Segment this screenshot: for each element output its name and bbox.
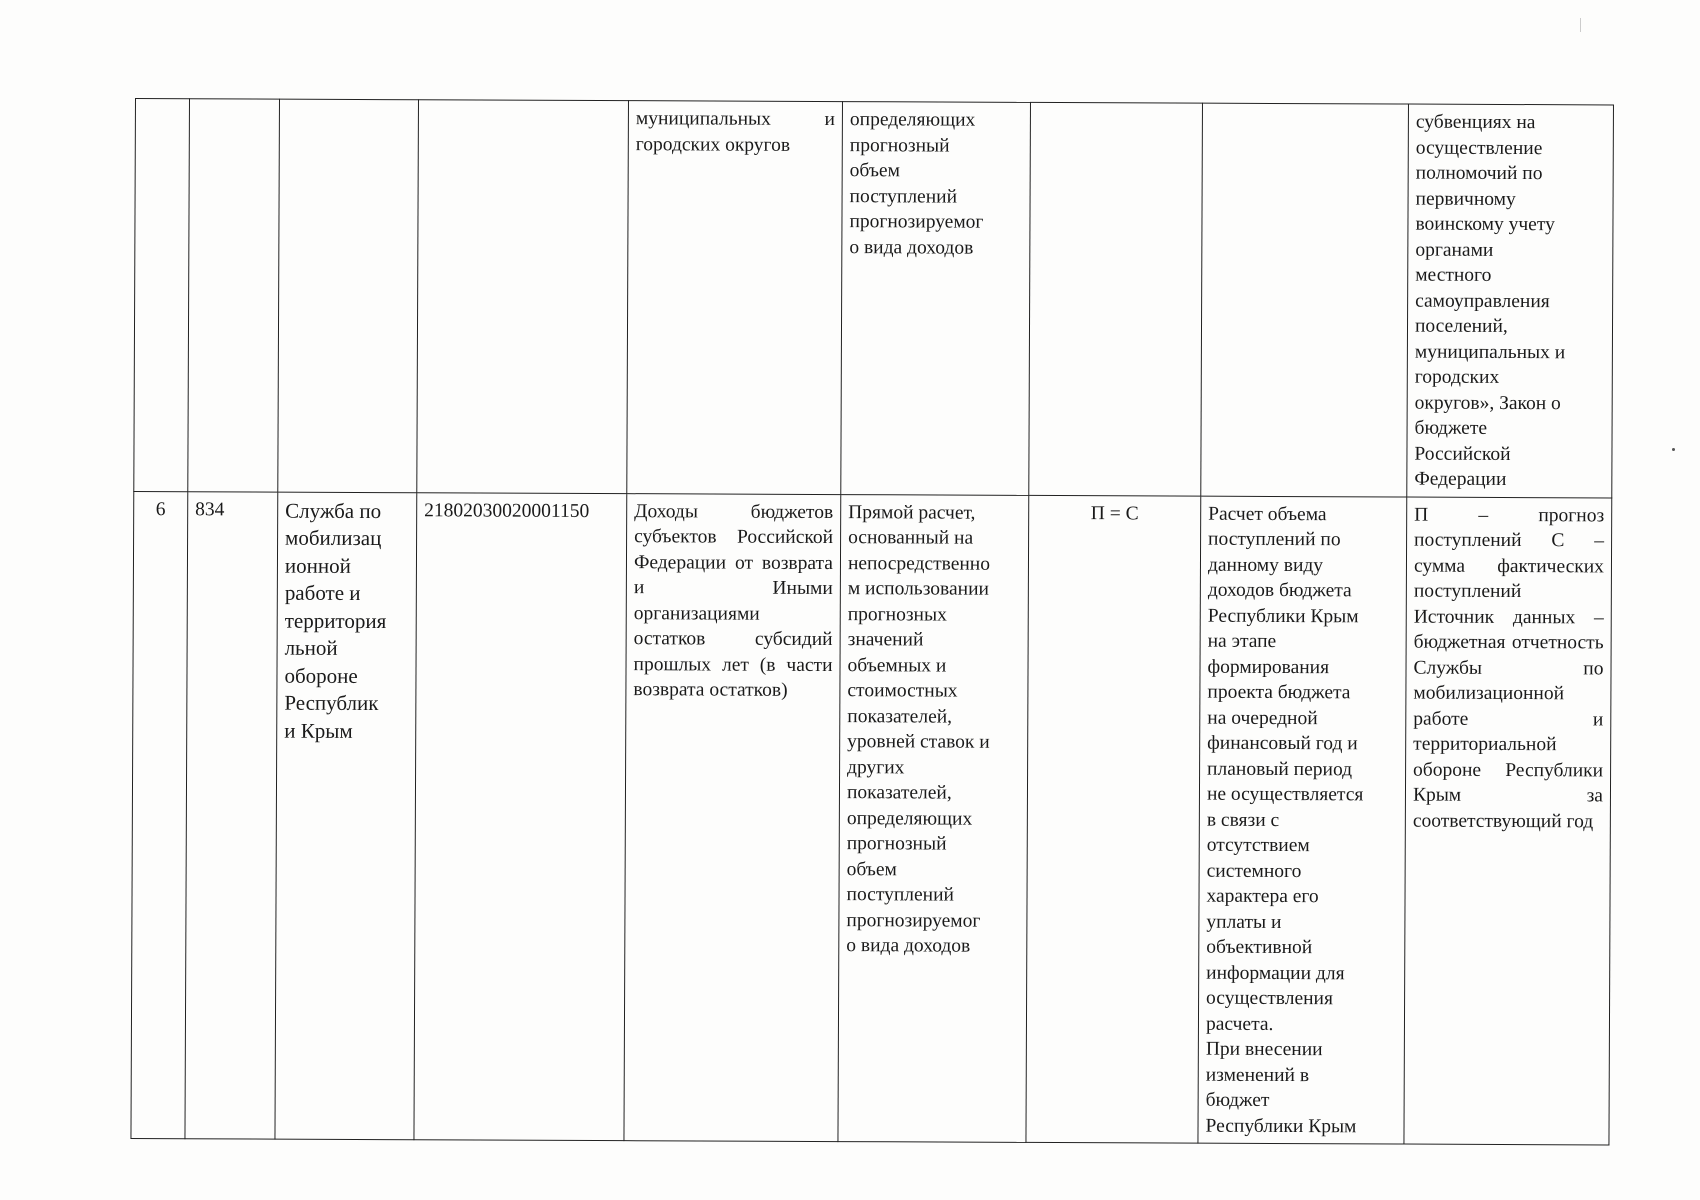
cell-formula [1029,102,1203,495]
method-text: Прямой расчет, основанный на непосредственно м использовании прогнозных значений объемных и стоимостных показателей, уровней ставок и других показателей, определяющих прогнозный объем поступлений прогнозируемог о вида доходов [846,501,991,957]
kbk-code: 21802030020001150 [424,499,590,522]
cell-kbk [417,100,629,493]
cell-method [838,494,1029,1142]
scan-speck [1672,448,1675,451]
cell-income-name [624,493,841,1141]
income-name: Доходы бюджетов субъектов Российской Федерации от возврата и Иными организациями остатков субсидий прошлых лет (в части возврата остатков) [633,500,834,701]
indicators-continuation-text: субвенциях на осуществление полномочий по первичному воинскому учету органами местного самоуправления поселений, муниципальных и городских округов», Закон о бюджете Российской Федерации [1414,111,1566,490]
cell-indicators [1404,497,1612,1145]
cell-number [134,99,190,492]
cell-kbk [414,492,627,1140]
cell-admin-name [278,99,419,492]
cell-algorithm [1201,103,1409,496]
row-number: 6 [155,498,166,520]
cell-admin-code [185,491,278,1139]
cell-admin-code [188,99,280,492]
formula: П = С [1090,502,1139,524]
scan-speck [1580,18,1581,32]
cell-number [131,491,188,1139]
cell-admin-name [275,492,417,1140]
admin-code: 834 [195,498,225,520]
method-continuation-text: определяющих прогнозный объем поступлений прогнозируемог о вида доходов [849,109,984,259]
cell-indicators [1407,104,1614,497]
cell-income-name [627,101,843,494]
cell-formula [1026,495,1201,1143]
admin-name: Служба по мобилизац ионной работе и территория льной обороне Республик и Крым [284,498,387,743]
cell-method [841,102,1031,495]
income-forecast-table [130,98,1614,1145]
cell-algorithm [1198,496,1407,1144]
indicators-text: П – прогноз поступлений С – сумма фактических поступлений Источник данных – бюджетная отчетность Службы по мобилизационной работе и территориальной обороне Республики Крым за соответствующий год [1412,504,1605,832]
income-name-continuation-text: муниципальных и городских округов [635,108,835,156]
table-row-continuation [134,99,1614,498]
table-row [131,491,1612,1145]
algorithm-text: Расчет объема поступлений по данному виду доходов бюджета Республики Крым на этапе формирования проекта бюджета на очередной финансовый год и плановый период не осуществляется в связи с отсутствием системного характера его уплаты и объективной информации для осуществления расчета. При внесении изменений в бюджет Республики Крым [1205,503,1364,1137]
